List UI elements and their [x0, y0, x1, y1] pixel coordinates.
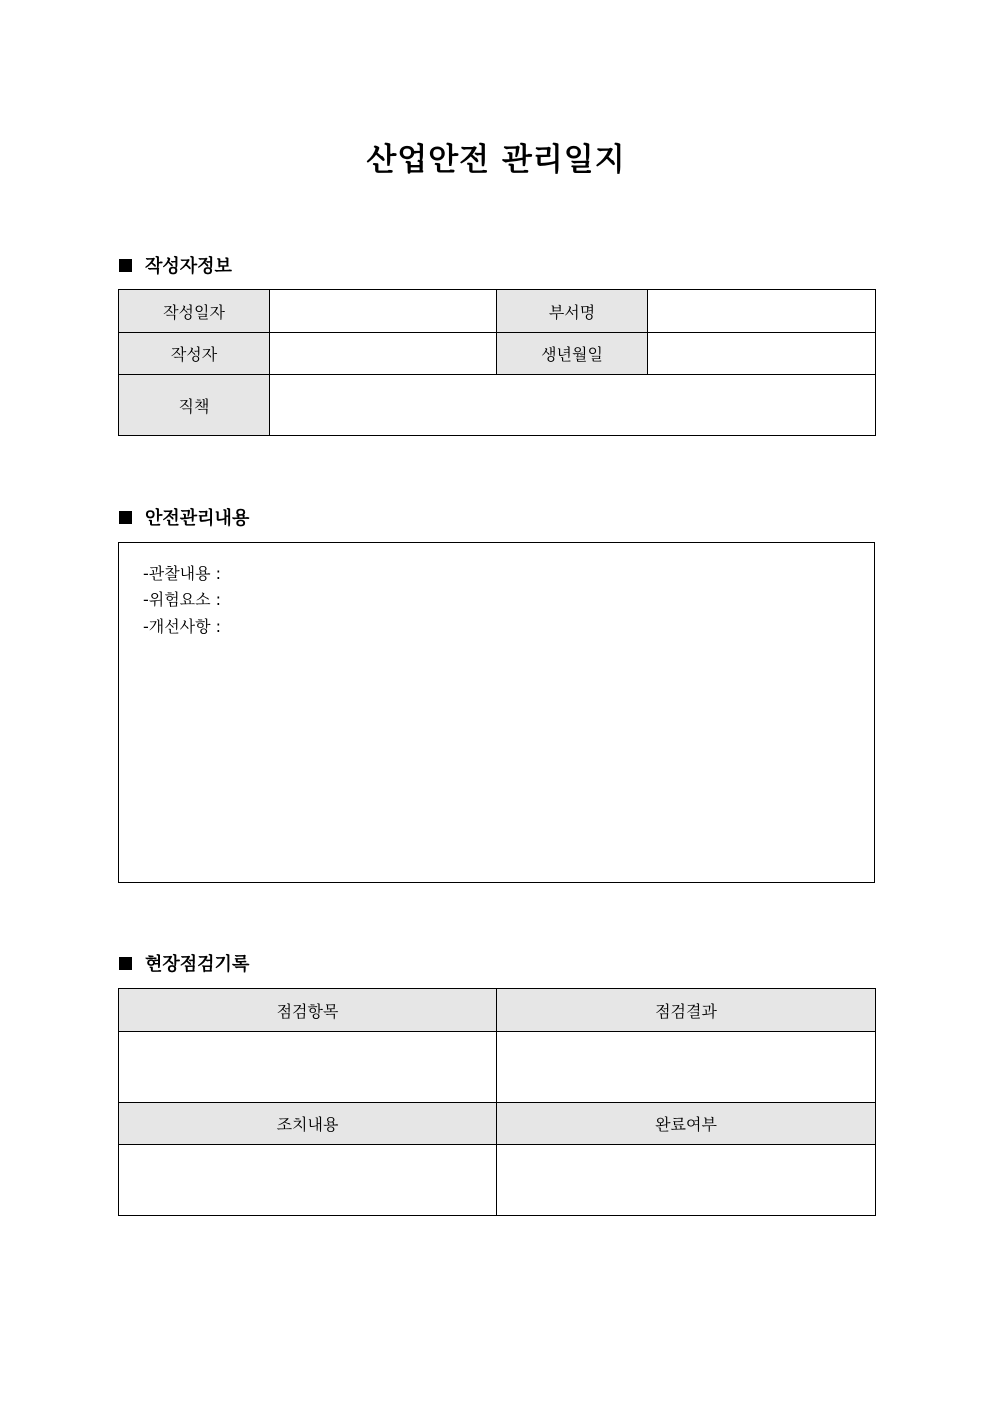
safety-content-heading-text: 안전관리내용	[145, 508, 250, 529]
completion-label: 완료여부	[497, 1103, 876, 1145]
safety-content-box[interactable]	[118, 542, 875, 883]
observation-line: -관찰내용 :	[143, 564, 222, 583]
square-bullet-icon	[119, 259, 132, 272]
date-field[interactable]	[270, 290, 497, 333]
actions-field[interactable]	[119, 1145, 497, 1216]
page-title: 산업안전 관리일지	[366, 142, 626, 178]
risk-factor-line: -위험요소 :	[143, 590, 222, 609]
square-bullet-icon	[119, 957, 132, 970]
author-info-heading	[119, 253, 232, 277]
field-inspection-heading-text: 현장점검기록	[145, 954, 250, 975]
position-label: 직책	[119, 375, 270, 436]
author-field[interactable]	[270, 333, 497, 375]
position-field[interactable]	[270, 375, 876, 436]
square-bullet-icon	[119, 511, 132, 524]
date-label: 작성일자	[119, 290, 270, 333]
department-label: 부서명	[497, 290, 648, 333]
completion-field[interactable]	[497, 1145, 876, 1216]
field-inspection-heading	[119, 951, 249, 975]
inspection-results-field[interactable]	[497, 1032, 876, 1103]
birthdate-label: 생년월일	[497, 333, 648, 375]
author-label: 작성자	[119, 333, 270, 375]
department-field[interactable]	[648, 290, 876, 333]
inspection-results-label: 점검결과	[497, 989, 876, 1032]
safety-content-heading	[119, 505, 249, 529]
improvement-line: -개선사항 :	[143, 617, 222, 636]
inspection-items-label: 점검항목	[119, 989, 497, 1032]
field-inspection-table	[118, 988, 876, 1216]
inspection-items-field[interactable]	[119, 1032, 497, 1103]
author-info-heading-text: 작성자정보	[145, 256, 232, 277]
birthdate-field[interactable]	[648, 333, 876, 375]
actions-label: 조치내용	[119, 1103, 497, 1145]
author-info-table	[118, 289, 876, 436]
